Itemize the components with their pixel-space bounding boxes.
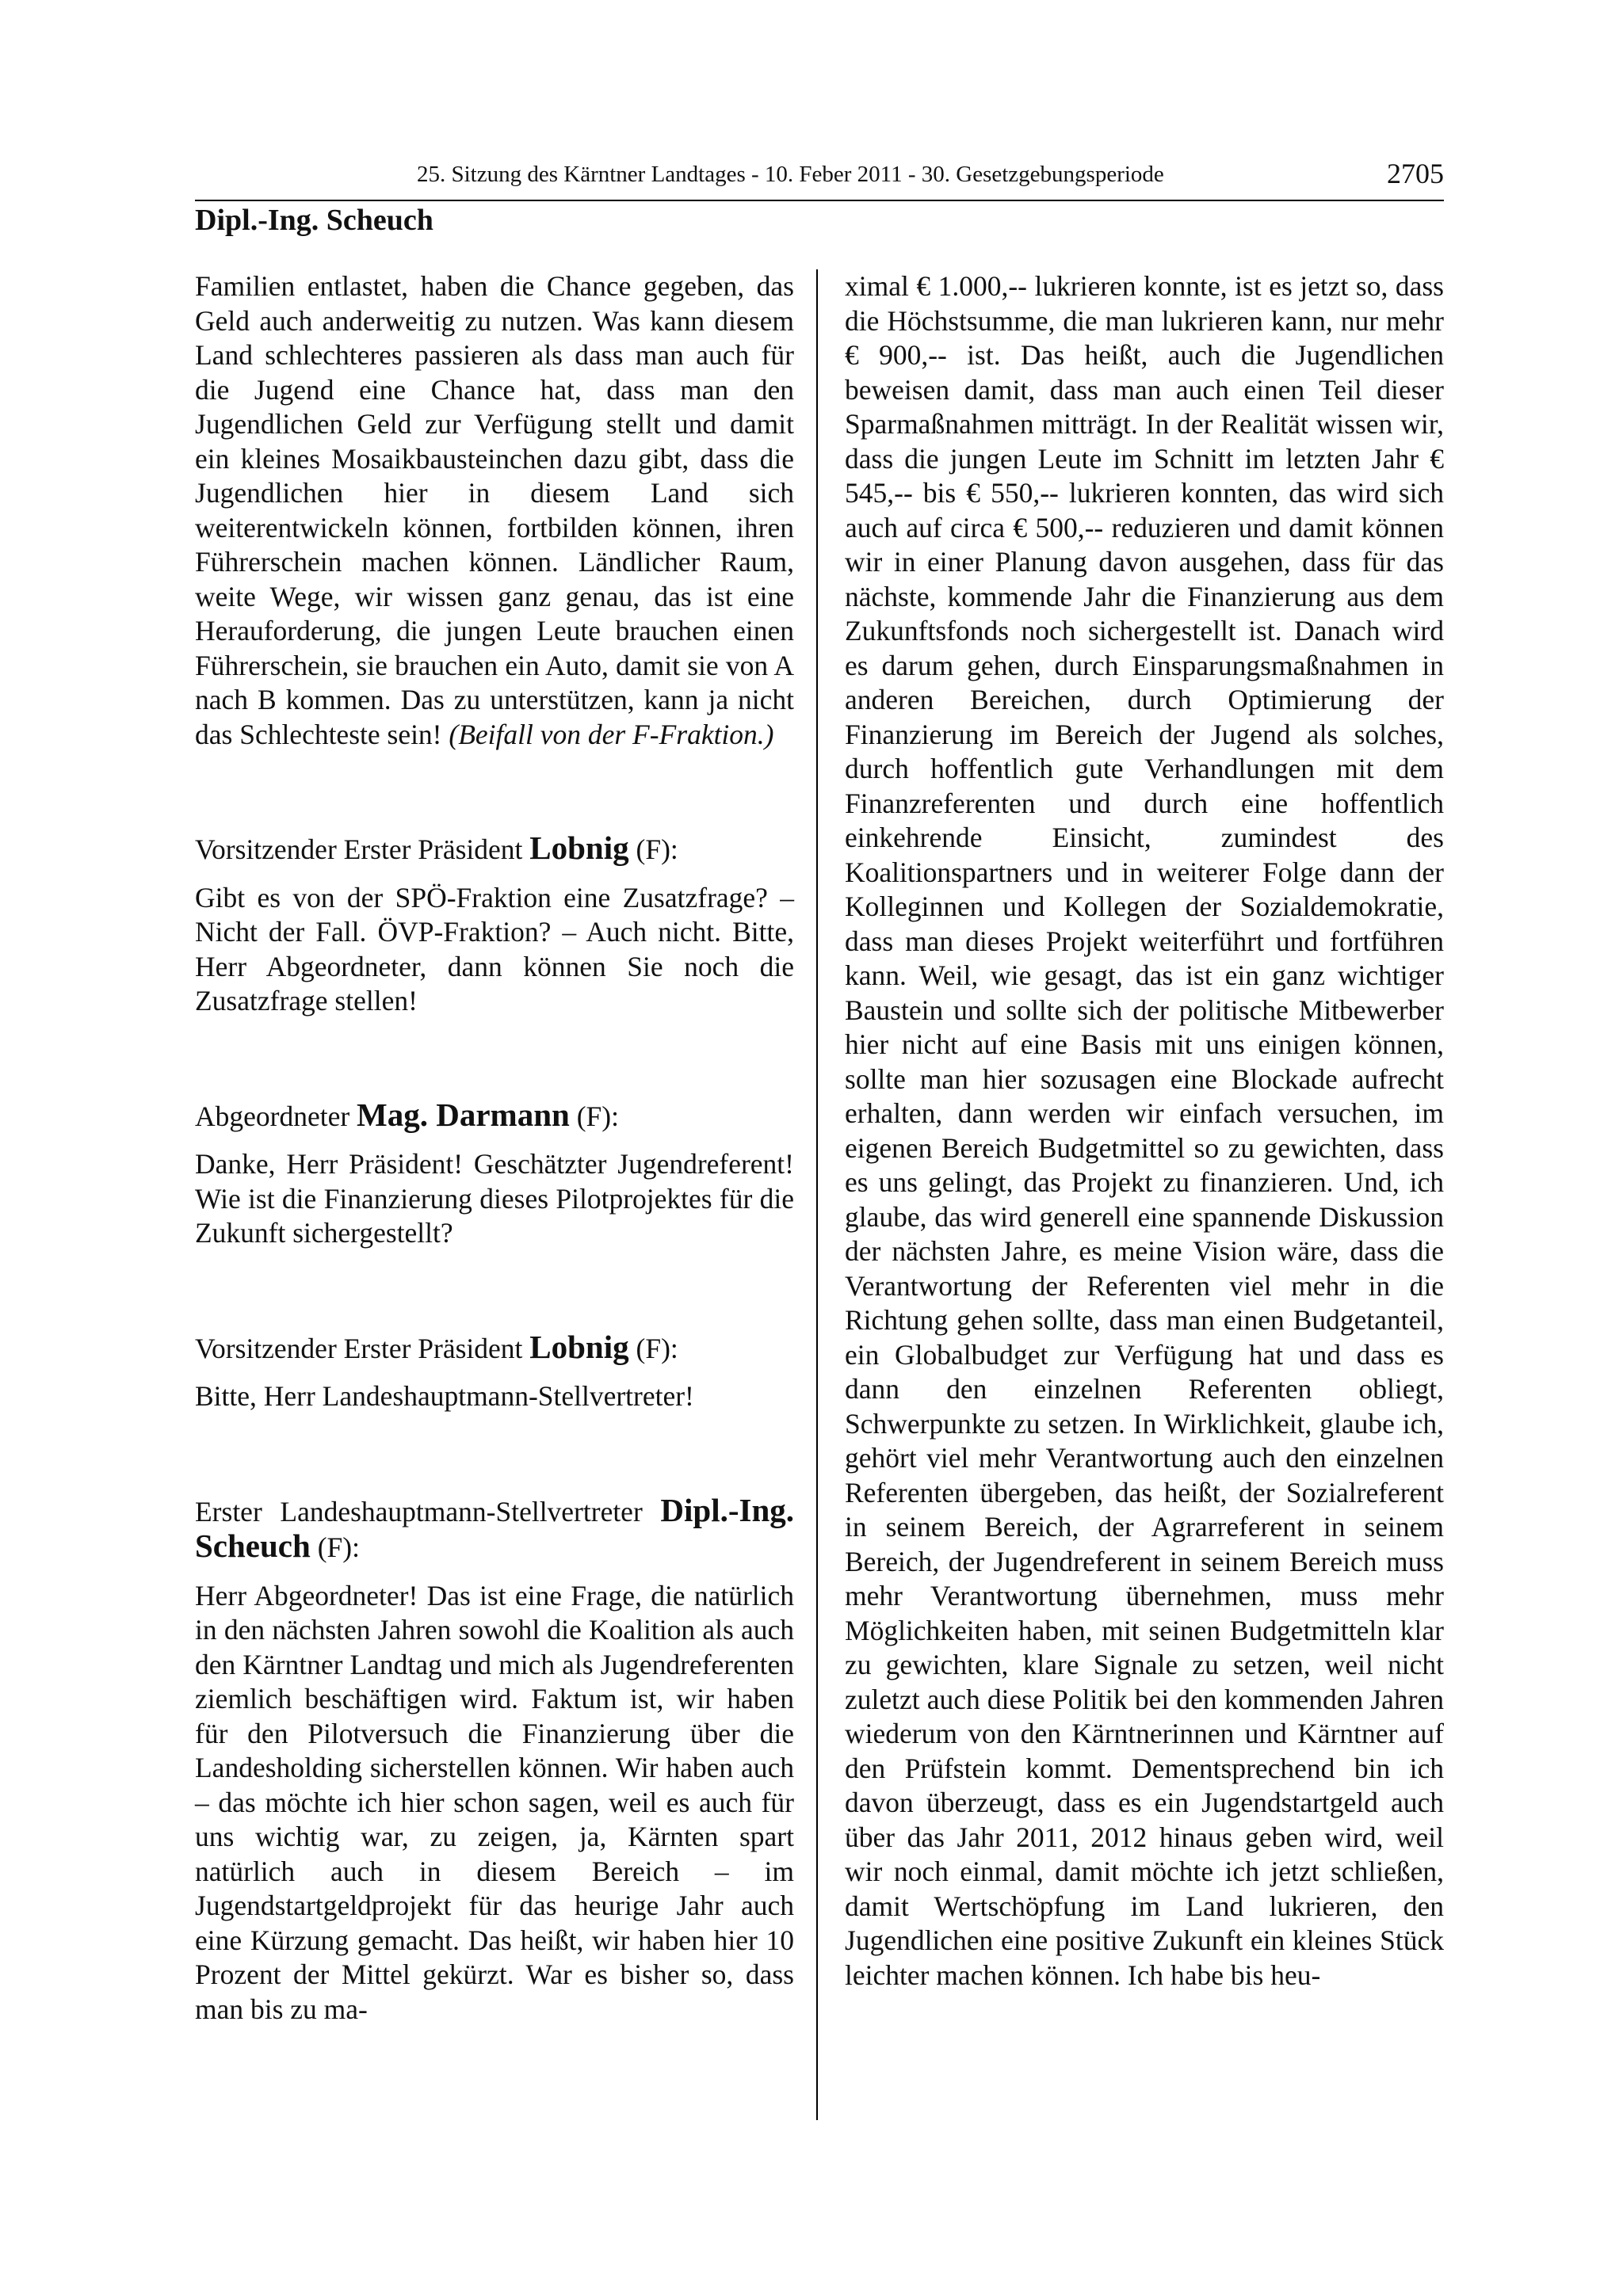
page-header <box>195 155 1444 201</box>
paragraph: Bitte, Herr Landeshauptmann-Stellvertreter! <box>195 1380 694 1412</box>
applause-note: (Beifall von der F-Fraktion.) <box>449 718 774 750</box>
paragraph: Gibt es von der SPÖ-Fraktion eine Zusatzfrage? – Nicht der Fall. ÖVP-Fraktion? – Auch nicht. Bitte, Herr Abgeordneter, dann können Sie noch die Zusatzfrage stellen! <box>195 881 794 1016</box>
speaker-line: Vorsitzender Erster Präsident Lobnig (F): <box>195 1328 678 1365</box>
paragraph: Herr Abgeordneter! Das ist eine Frage, die natürlich in den nächsten Jahren sowohl die Koalition als auch den Kärntner Landtag und mich als Jugendreferenten ziemlich beschäftigen wird. Faktum ist, wir haben für den Pilotversuch die Finanzierung über die Landesholding sicherstellen können. Wir haben auch – das möchte ich hier schon sagen, weil es auch für uns wichtig war, zu zeigen, ja, Kärnten spart natürlich auch in diesem Bereich – im Jugendstartgeldprojekt für das heurige Jahr auch eine Kürzung gemacht. Das heißt, wir haben hier 10 Prozent der Mittel gekürzt. War es bisher so, dass man bis zu ma- <box>195 1579 794 2025</box>
page-number: 2705 <box>1387 158 1444 189</box>
speaker-line: Vorsitzender Erster Präsident Lobnig (F): <box>195 830 678 866</box>
left-column <box>195 269 794 2027</box>
speaker-line: Abgeordneter Mag. Darmann (F): <box>195 1096 619 1133</box>
speaker-name: Lobnig <box>529 830 629 866</box>
paragraph: ximal € 1.000,-- lukrieren konnte, ist es jetzt so, dass die Höchstsumme, die man lukrieren kann, nur mehr € 900,-- ist. Das heißt, auch die Jugendlichen beweisen damit, dass man auch einen Teil dieser Sparmaßnahmen mitträgt. In der Realität wissen wir, dass die jungen Leute im Schnitt im letzten Jahr € 545,-- bis € 550,-- lukrieren konnten, das wird sich auch auf circa € 500,-- reduzieren und damit können wir in einer Planung davon ausgehen, dass für das nächste, kommende Jahr die Finanzierung aus dem Zukunftsfonds noch sichergestellt ist. Danach wird es darum gehen, durch Einsparungsmaßnahmen in anderen Bereichen, durch Optimierung der Finanzierung im Bereich der Jugend als solches, durch hoffentlich gute Verhandlungen mit dem Finanzreferenten und durch eine hoffentlich einkehrende Einsicht, zumindest des Koalitionspartners und in weiterer Folge dann der Kolleginnen und Kollegen der Sozialdemokratie, dass man dieses Projekt weiterführt und fortführen kann. Weil, wie gesagt, das ist ein ganz wichtiger Baustein und sollte sich der politische Mitbewerber hier nicht auf eine Basis mit uns einigen können, sollte man hier sozusagen eine Blockade aufrecht erhalten, dann werden wir einfach versuchen, im eigenen Bereich Budgetmittel so zu gewichten, dass es uns gelingt, das Projekt zu finanzieren. Und, ich glaube, das wird generell eine spannende Diskussion der nächsten Jahre, es meine Vision wäre, dass die Verantwortung der Referenten viel mehr in die Richtung gehen sollte, dass man einen Budgetanteil, ein Globalbudget zur Verfügung hat und dass es dann den einzelnen Referenten obliegt, Schwerpunkte zu setzen. In Wirklichkeit, glaube ich, gehört viel mehr Verantwortung auch den einzelnen Referenten übergeben, das heißt, der Sozialreferent in seinem Bereich, der Agrarreferent in seinem Bereich, der Jugendreferent in seinem Bereich muss mehr Verantwortung übernehmen, muss mehr Möglichkeiten haben, mit seinen Budgetmitteln klar zu gewichten, klare Signale zu setzen, weil nicht zuletzt auch diese Politik bei den kommenden Jahren wiederum von den Kärntnerinnen und Kärntner auf den Prüfstein kommt. Dementsprechend bin ich davon überzeugt, dass es ein Jugendstartgeld auch über das Jahr 2011, 2012 hinaus geben wird, weil wir noch einmal, damit möchte ich jetzt schließen, damit Wertschöpfung im Land lukrieren, den Jugendlichen eine positive Zukunft ein kleines Stück leichter machen können. Ich habe bis heu- <box>845 270 1444 1991</box>
speaker-name: Mag. Darmann <box>357 1096 570 1133</box>
paragraph <box>195 269 794 752</box>
paragraph: Danke, Herr Präsident! Geschätzter Jugendreferent! Wie ist die Finanzierung dieses Pilotprojektes für die Zukunft sichergestellt? <box>195 1148 794 1249</box>
running-speaker: Dipl.-Ing. Scheuch <box>195 204 433 237</box>
right-column <box>845 269 1444 1993</box>
column-divider <box>816 269 818 2120</box>
session-title: 25. Sitzung des Kärntner Landtages - 10. Feber 2011 - 30. Gesetzgebungsperiode <box>417 162 1164 187</box>
speaker-name: Lobnig <box>529 1328 629 1365</box>
paragraph-text: Familien entlastet, haben die Chance gegeben, das Geld auch anderweitig zu nutzen. Was kann diesem Land schlechteres passieren als dass man auch für die Jugend eine Chance hat, dass man den Jugendlichen Geld zur Verfügung stellt und damit ein kleines Mosaikbausteinchen dazu gibt, dass die Jugendlichen hier in diesem Land sich weiterentwickeln können, fortbilden können, ihren Führerschein machen können. Ländlicher Raum, weite Wege, wir wissen ganz genau, das ist eine Herauforderung, die jungen Leute brauchen einen Führerschein, sie brauchen ein Auto, damit sie von A nach B kommen. Das zu unterstützen, kann ja nicht das Schlechteste sein! <box>195 270 794 750</box>
speaker-name: Dipl.-Ing. Scheuch <box>195 1491 794 1564</box>
speaker-line: Erster Landeshauptmann-Stellvertreter Dipl.-Ing. Scheuch (F): <box>195 1491 794 1564</box>
